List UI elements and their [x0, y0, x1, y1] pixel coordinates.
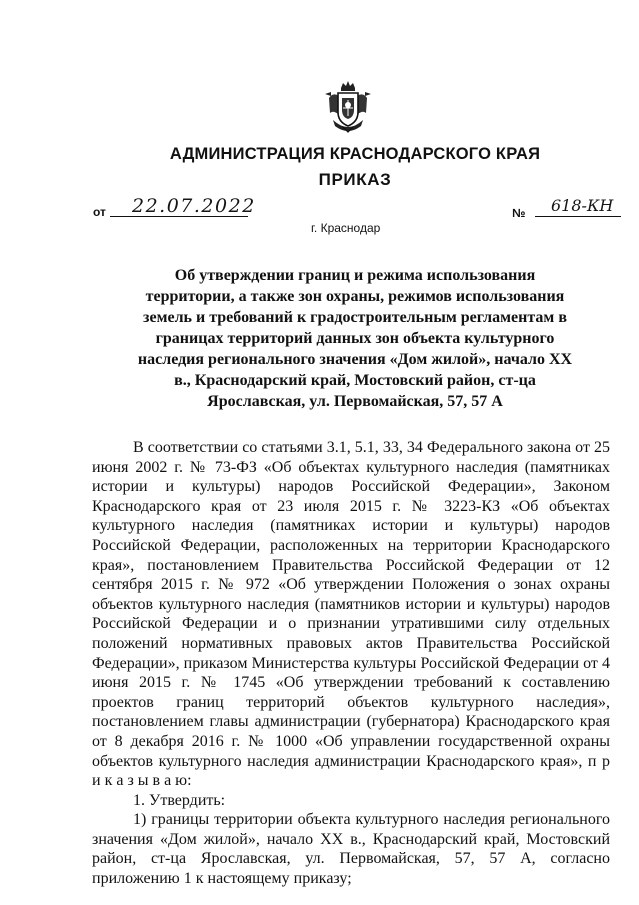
organization-title: АДМИНИСТРАЦИЯ КРАСНОДАРСКОГО КРАЯ	[169, 145, 541, 163]
handwritten-number: 618-КН	[551, 196, 614, 215]
body-paragraph-1: В соответствии со статьями 3.1, 5.1, 33, 34 Федерального закона от 25 июня 2002 г. № 73-ФЗ «Об объектах культурного наследия (памятниках истории и культуры) народов Российской Федерации», Законом Краснодарского края от 23 июля 2015 г. № 3223-КЗ «Об объектах культурного наследия (памятниках истории и культуры) народов Российской Федерации, расположенных на территории Краснодарского края», постановлением Правительства Российской Федерации от 12 сентября 2015 г. № 972 «Об утверждении Положения о зонах охраны объектов культурного наследия (памятников истории и культуры) народов Российской Федерации и о признании утратившими силу отдельных положений нормативных правовых актов Правительства Российской Федерации», приказом Министерства культуры Российской Федерации от 4 июня 2015 г. № 1745 «Об утверждении требований к составлению проектов границ территорий объектов культурного наследия», постановлением главы администрации (губернатора) Краснодарского края от 8 декабря 2016 г. № 1000 «Об управлении государственной охраны объектов культурного наследия администрации Краснодарского края», п р и к а з ы в а ю:	[92, 439, 610, 790]
number-underline	[535, 216, 621, 217]
document-body	[92, 438, 610, 889]
number-label: №	[512, 206, 526, 220]
handwritten-date: 22.07.2022	[132, 195, 256, 217]
city-label: г. Краснодар	[311, 221, 381, 235]
body-paragraph-2: 1. Утвердить:	[133, 791, 226, 809]
date-label: от	[93, 205, 106, 219]
document-type-title: ПРИКАЗ	[318, 170, 392, 189]
coat-of-arms-emblem	[323, 80, 373, 136]
body-paragraph-3: 1) границы территории объекта культурного наследия регионального значения «Дом жилой», начало XX в., Краснодарский край, Мостовский район, ст-ца Ярославская, ул. Первомайская, 57, 57 А, согласно приложению 1 к настоящему приказу;	[92, 811, 610, 888]
document-subject: Об утверждении границ и режима использования территории, а также зон охраны, режимов использования земель и требований к градостроительным регламентам в границах территорий данных зон объекта культурного наследия регионального значения «Дом жилой», начало XX в., Краснодарский край, Мостовский район, ст-ца Ярославская, ул. Первомайская, 57, 57 А	[137, 267, 573, 410]
